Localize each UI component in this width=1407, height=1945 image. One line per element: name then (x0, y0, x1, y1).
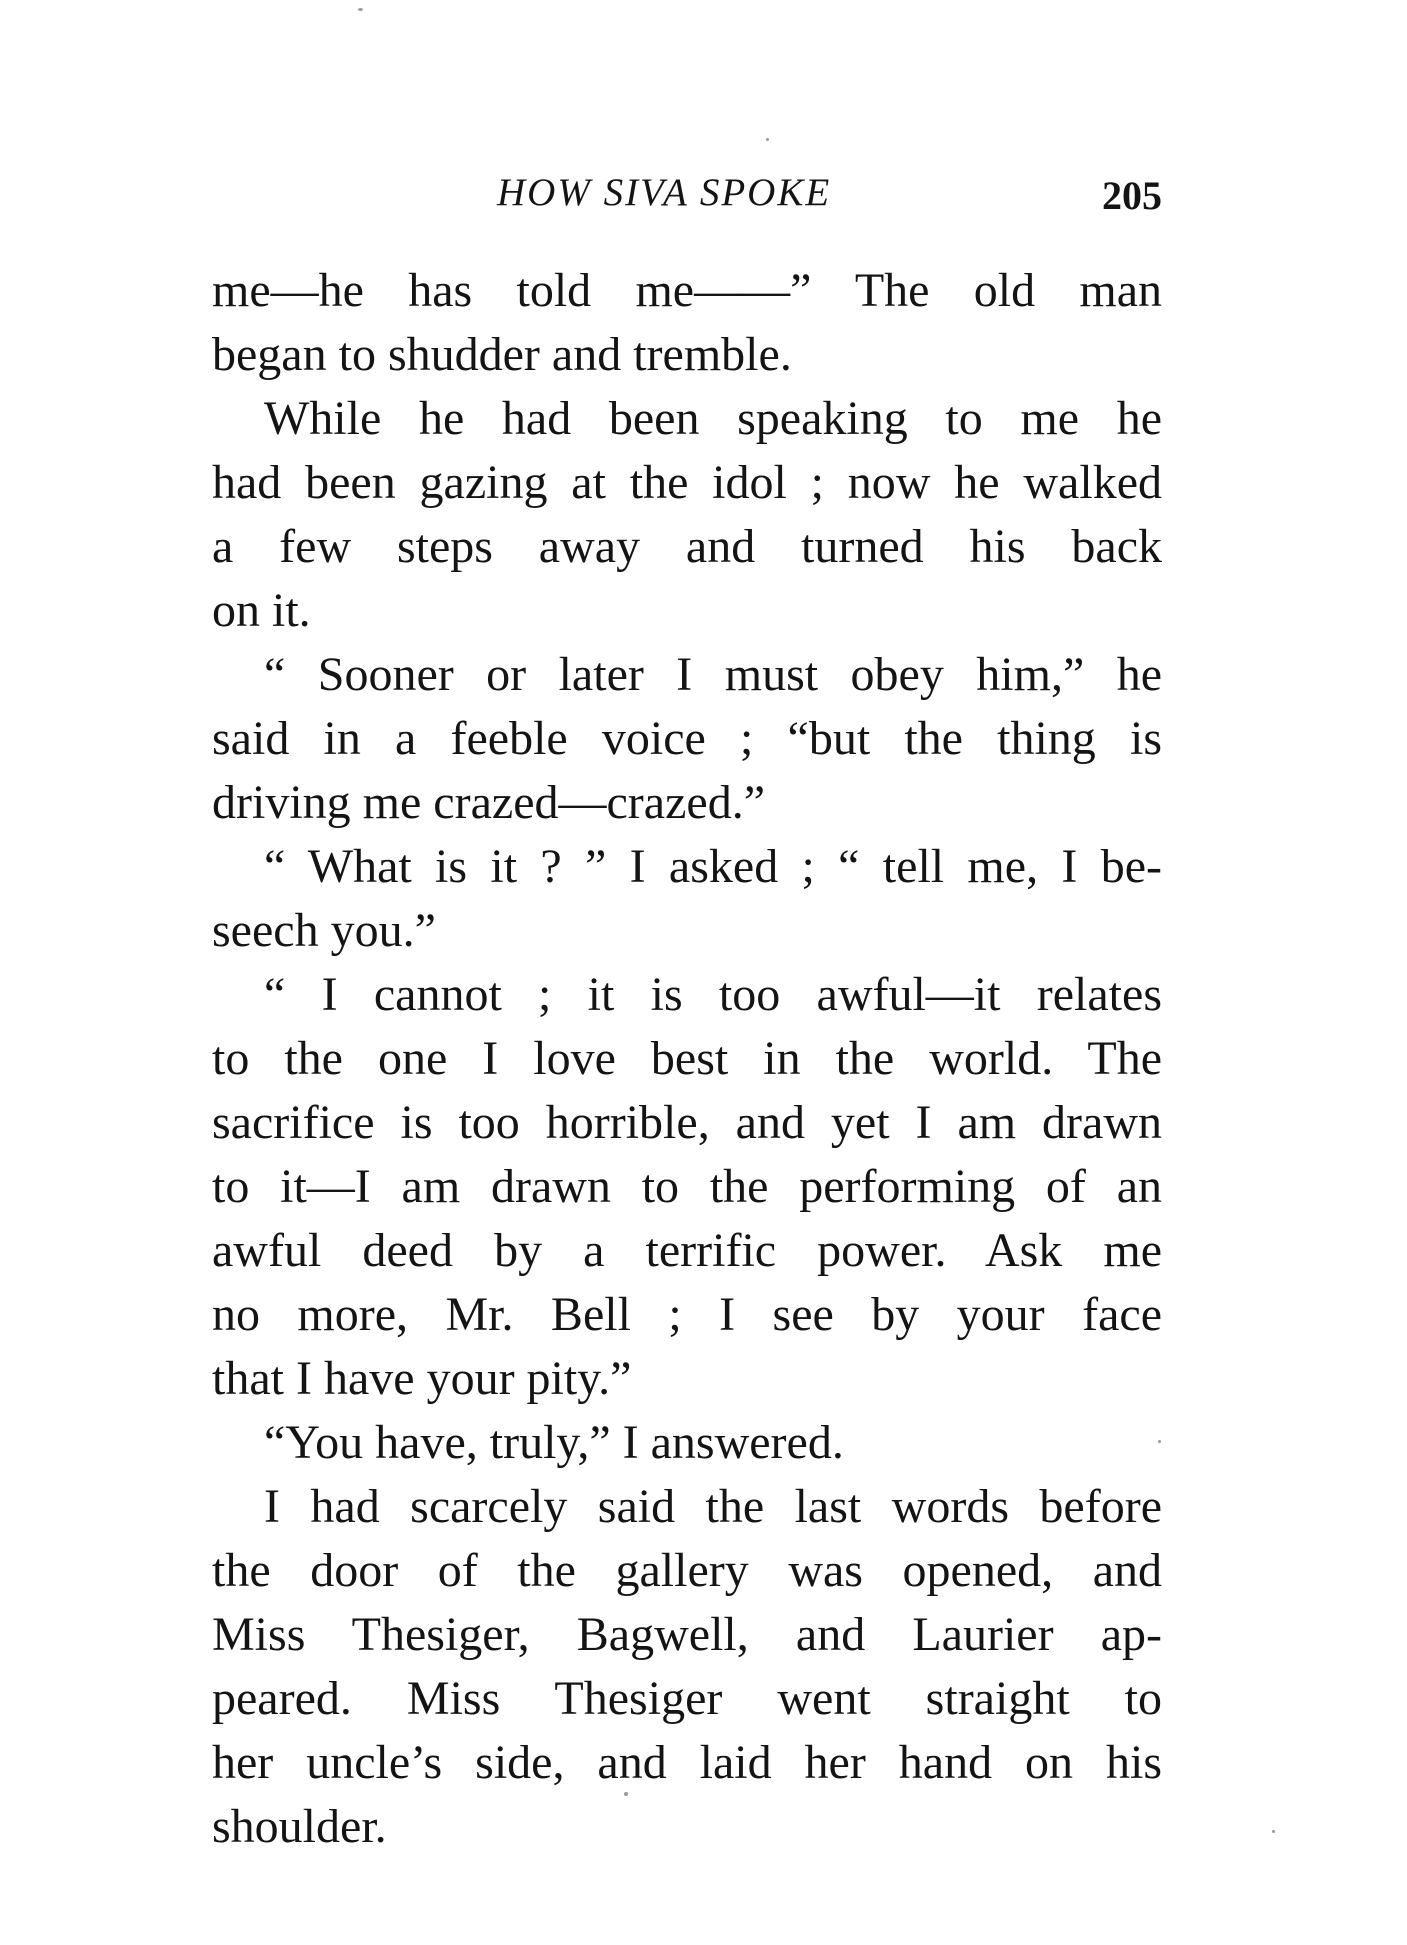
running-head (212, 170, 1162, 230)
text-line: driving me crazed—crazed.” (212, 776, 766, 829)
text-line: “ I cannot ; it is too awful—it relates (264, 968, 1162, 1021)
text-line: seech you.” (212, 904, 436, 957)
running-title: HOW SIVA SPOKE (497, 171, 832, 214)
text-line: “You have, truly,” I answered. (264, 1416, 844, 1469)
text-line: “ Sooner or later I must obey him,” he (264, 648, 1162, 701)
paper-speck (1158, 1440, 1161, 1443)
text-line: no more, Mr. Bell ; I see by your face (212, 1288, 1162, 1341)
text-line: the door of the gallery was opened, and (212, 1544, 1162, 1597)
paper-speck (358, 8, 363, 11)
paper-speck (766, 138, 769, 141)
text-line: me—he has told me——” The old man (212, 264, 1162, 317)
text-line: shoulder. (212, 1800, 387, 1853)
body-text (212, 259, 1162, 1859)
text-line: a few steps away and turned his back (212, 520, 1162, 573)
paper-speck (624, 1792, 628, 1796)
text-line: said in a feeble voice ; “but the thing is (212, 712, 1162, 765)
text-line: peared. Miss Thesiger went straight to (212, 1672, 1162, 1725)
text-line: had been gazing at the idol ; now he walked (212, 456, 1162, 509)
paper-speck (1272, 1830, 1275, 1833)
text-line: began to shudder and tremble. (212, 328, 792, 381)
text-line: on it. (212, 584, 311, 637)
text-line: to the one I love best in the world. The (212, 1032, 1162, 1085)
page-number: 205 (1102, 173, 1162, 218)
text-line: “ What is it ? ” I asked ; “ tell me, I be- (264, 840, 1162, 893)
text-line: I had scarcely said the last words before (264, 1480, 1162, 1533)
text-line: awful deed by a terrific power. Ask me (212, 1224, 1162, 1277)
text-line: Miss Thesiger, Bagwell, and Laurier ap- (212, 1608, 1162, 1661)
text-line: to it—I am drawn to the performing of an (212, 1160, 1162, 1213)
text-line: sacrifice is too horrible, and yet I am drawn (212, 1096, 1162, 1149)
text-line: her uncle’s side, and laid her hand on his (212, 1736, 1162, 1789)
text-line: that I have your pity.” (212, 1352, 632, 1405)
text-line: While he had been speaking to me he (264, 392, 1162, 445)
